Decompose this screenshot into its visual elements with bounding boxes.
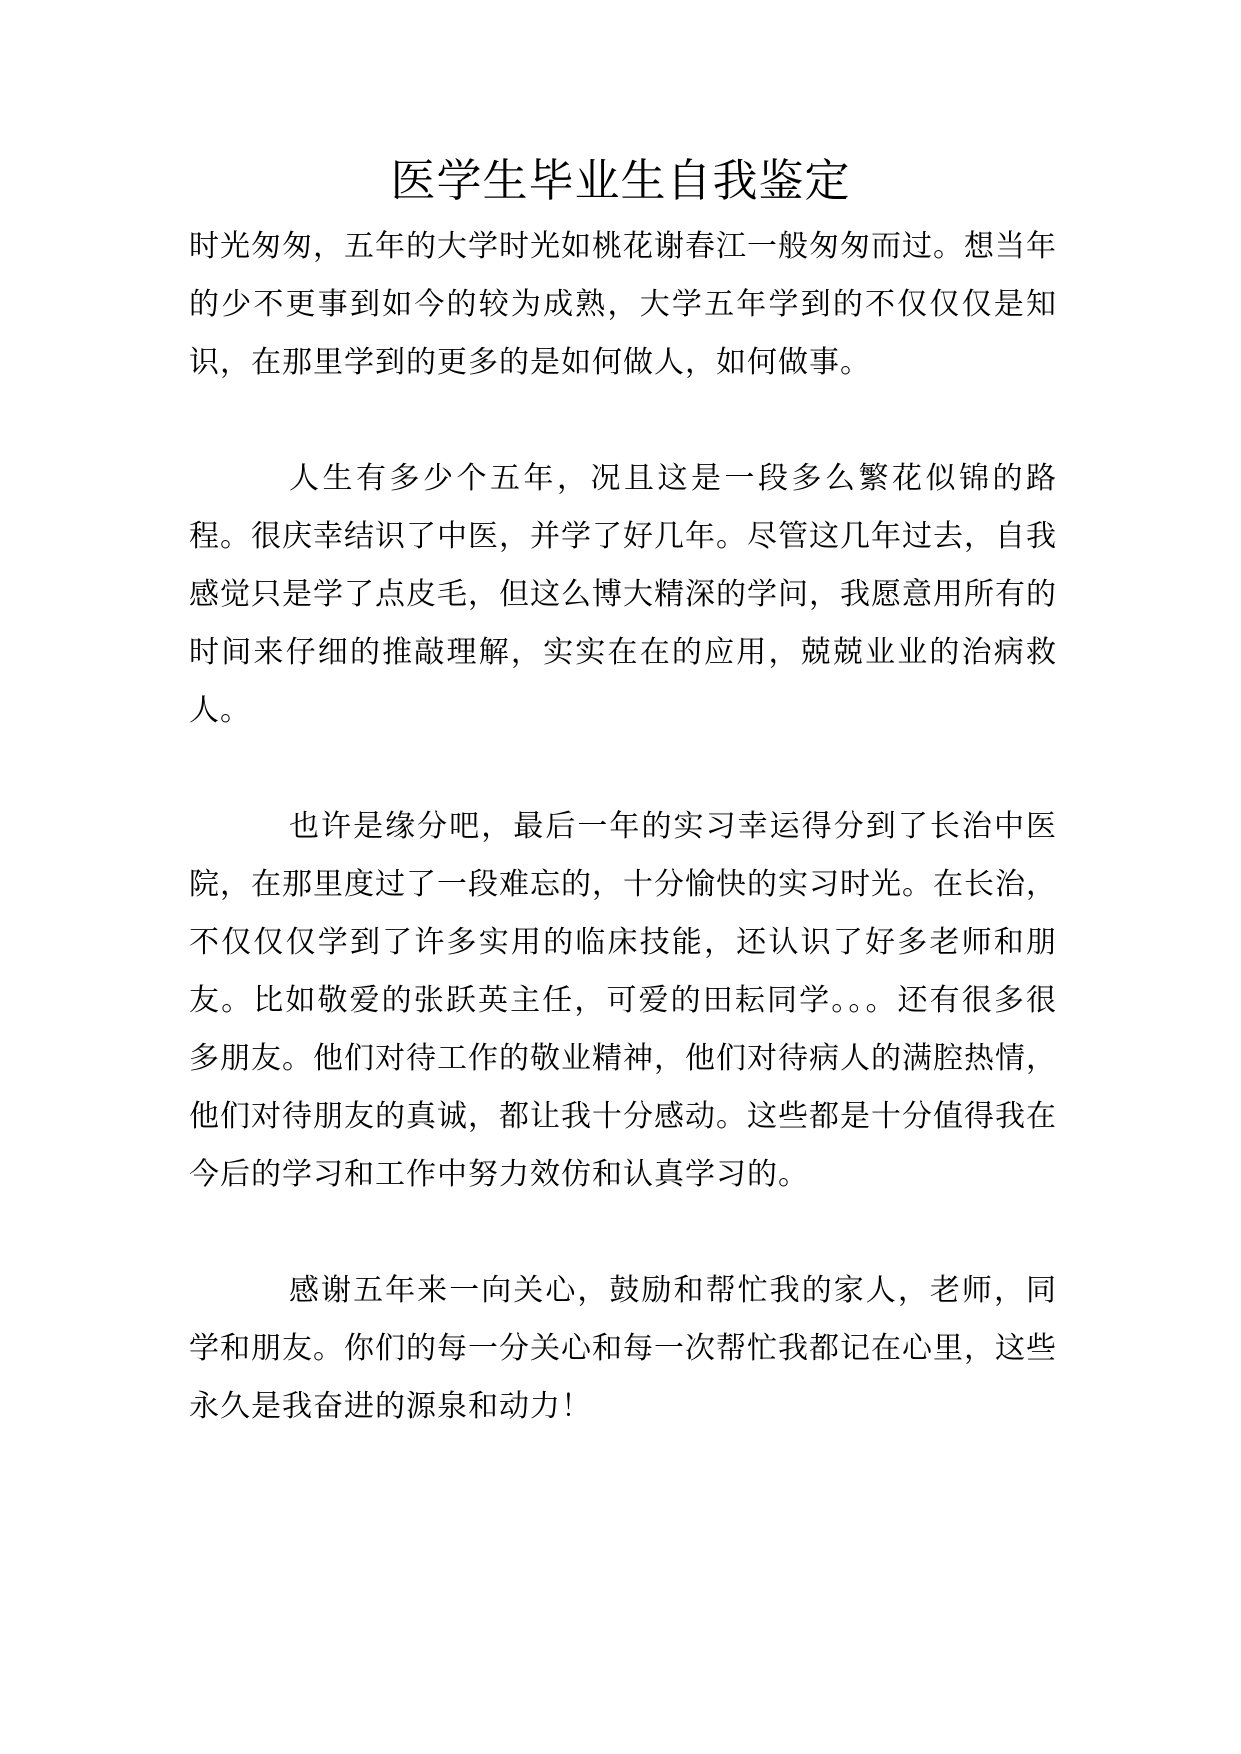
document-body <box>189 218 1057 1436</box>
paragraph-1: 时光匆匆，五年的大学时光如桃花谢春江一般匆匆而过。想当年的少不更事到如今的较为成熟，大学五年学到的不仅仅仅是知识，在那里学到的更多的是如何做人，如何做事。 <box>189 229 1057 380</box>
paragraph-2: 人生有多少个五年，况且这是一段多么繁花似锦的路程。很庆幸结识了中医，并学了好几年。尽管这几年过去，自我感觉只是学了点皮毛，但这么博大精深的学问，我愿意用所有的时间来仔细的推敲理解，实实在在的应用，兢兢业业的治病救人。 <box>189 461 1057 728</box>
document-title: 医学生毕业生自我鉴定 <box>390 154 851 207</box>
paragraph-3: 也许是缘分吧，最后一年的实习幸运得分到了长治中医院，在那里度过了一段难忘的，十分愉快的实习时光。在长治，不仅仅仅学到了许多实用的临床技能，还认识了好多老师和朋友。比如敬爱的张跃英主任，可爱的田耘同学。。。还有很多很多朋友。他们对待工作的敬业精神，他们对待病人的满腔热情，他们对待朋友的真诚，都让我十分感动。这些都是十分值得我在今后的学习和工作中努力效仿和认真学习的。 <box>189 809 1057 1192</box>
paragraph-4: 感谢五年来一向关心，鼓励和帮忙我的家人，老师，同学和朋友。你们的每一分关心和每一次帮忙我都记在心里，这些永久是我奋进的源泉和动力！ <box>189 1273 1057 1424</box>
